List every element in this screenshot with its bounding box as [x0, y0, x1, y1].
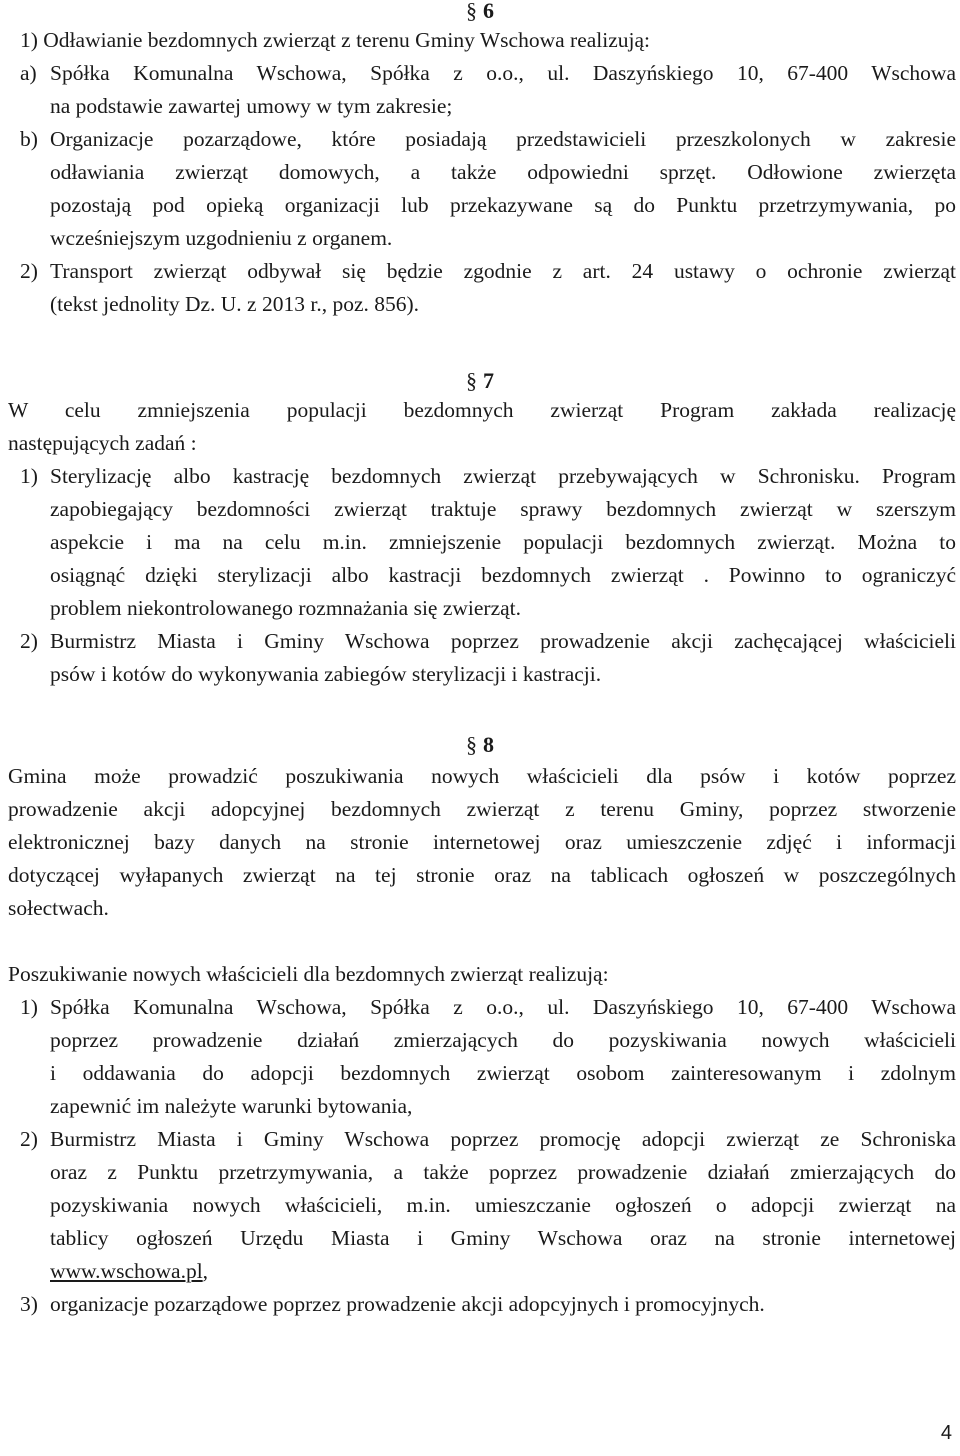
text-line: (tekst jednolity Dz. U. z 2013 r., poz. 856).	[50, 292, 420, 316]
text-line: Spółka Komunalna Wschowa, Spółka z o.o., ul. Daszyńskiego 10, 67-400 Wschowa	[50, 61, 956, 85]
item-label: 2)	[20, 629, 38, 653]
text-line: oraz z Punktu przetrzymywania, a także poprzez prowadzenie działań zmierzających do	[50, 1160, 956, 1184]
section-symbol: §	[466, 732, 477, 757]
section-6-item-2	[8, 255, 956, 321]
text-line: aspekcie i ma na celu m.in. zmniejszenie populacji bezdomnych zwierząt. Można to	[50, 530, 956, 554]
text-line: pozostają pod opieką organizacji lub przekazywane są do Punktu przetrzymywania, po	[50, 193, 956, 217]
text-line: problem niekontrolowanego rozmnażania się zwierząt.	[50, 596, 522, 620]
section-7-heading	[0, 364, 960, 397]
page-number: 4	[940, 1422, 952, 1444]
text-line: osiągnąć dzięki sterylizacji albo kastracji bezdomnych zwierząt . Powinno to ograniczyć	[50, 563, 956, 587]
text-line: poprzez prowadzenie działań zmierzających do pozyskiwania nowych właścicieli	[50, 1028, 956, 1052]
item-label: 3)	[20, 1292, 38, 1316]
text-line: i oddawania do adopcji bezdomnych zwierząt osobom zainteresowanym i zdolnym	[50, 1061, 956, 1085]
text-line: zapobiegający bezdomności zwierząt traktuje sprawy bezdomnych zwierząt w szerszym	[50, 497, 956, 521]
text-line: psów i kotów do wykonywania zabiegów sterylizacji i kastracji.	[50, 662, 602, 686]
text-line: Gmina może prowadzić poszukiwania nowych właścicieli dla psów i kotów poprzez	[8, 764, 956, 788]
item-label: 1)	[20, 464, 38, 488]
section-number: 7	[483, 368, 494, 393]
section-7-item-2	[8, 625, 956, 691]
text-line: elektronicznej bazy danych na stronie internetowej oraz umieszczenie zdjęć i informacji	[8, 830, 956, 854]
section-6-item-1: 1) Odławianie bezdomnych zwierząt z terenu Gminy Wschowa realizują:	[20, 28, 651, 52]
text-line: wcześniejszym uzgodnieniu z organem.	[50, 226, 393, 250]
website-link[interactable]: www.wschowa.pl	[50, 1259, 203, 1283]
text-line: dotyczącej wyłapanych zwierząt na tej stronie oraz na tablicach ogłoszeń w poszczególnych	[8, 863, 956, 887]
link-line	[50, 1255, 956, 1288]
section-7-body	[8, 394, 956, 691]
item-label: a)	[20, 61, 37, 85]
item-label: 2)	[20, 259, 38, 283]
text-line: Burmistrz Miasta i Gminy Wschowa poprzez promocję adopcji zwierząt ze Schroniska	[50, 1127, 956, 1151]
item-label: 1)	[20, 995, 38, 1019]
section-8-heading	[0, 728, 960, 761]
text-line: organizacje pozarządowe poprzez prowadzenie akcji adopcyjnych i promocyjnych.	[50, 1292, 765, 1316]
text-line: Burmistrz Miasta i Gminy Wschowa poprzez prowadzenie akcji zachęcającej właścicieli	[50, 629, 956, 653]
section-symbol: §	[466, 368, 477, 393]
text-line: zapewnić im należyte warunki bytowania,	[50, 1094, 413, 1118]
section-symbol: §	[466, 0, 477, 23]
section-6-item-a	[8, 57, 956, 123]
section-8-item-1	[8, 991, 956, 1123]
section-8-item-2	[8, 1123, 956, 1288]
text-line: prowadzenie akcji adopcyjnej bezdomnych zwierząt z terenu Gminy, poprzez stworzenie	[8, 797, 956, 821]
text-line: W celu zmniejszenia populacji bezdomnych zwierząt Program zakłada realizację	[8, 398, 956, 422]
section-6-heading	[0, 0, 960, 27]
list-intro: Poszukiwanie nowych właścicieli dla bezdomnych zwierząt realizują:	[8, 962, 609, 986]
text-line: odławiania zwierząt domowych, a także odpowiedni sprzęt. Odłowione zwierzęta	[50, 160, 956, 184]
text-line: Transport zwierząt odbywał się będzie zgodnie z art. 24 ustawy o ochronie zwierząt	[50, 259, 956, 283]
text-line: Organizacje pozarządowe, które posiadają przedstawicieli przeszkolonych w zakresie	[50, 127, 956, 151]
link-suffix: ,	[202, 1259, 209, 1283]
text-line: Sterylizację albo kastrację bezdomnych zwierząt przebywających w Schronisku. Program	[50, 464, 956, 488]
section-8-list	[8, 958, 956, 1321]
text-line: pozyskiwania nowych właścicieli, m.in. umieszczanie ogłoszeń o adopcji zwierząt na	[50, 1193, 956, 1217]
text-line: na podstawie zawartej umowy w tym zakresie;	[50, 94, 453, 118]
section-6-item-b	[8, 123, 956, 255]
text-line: Spółka Komunalna Wschowa, Spółka z o.o., ul. Daszyńskiego 10, 67-400 Wschowa	[50, 995, 956, 1019]
section-8-item-3	[8, 1288, 956, 1321]
section-number: 6	[483, 0, 494, 23]
item-label: b)	[20, 127, 38, 151]
text-line: sołectwach.	[8, 896, 109, 920]
section-7-item-1	[8, 460, 956, 625]
item-label: 2)	[20, 1127, 38, 1151]
text-line: tablicy ogłoszeń Urzędu Miasta i Gminy Wschowa oraz na stronie internetowej	[50, 1226, 956, 1250]
section-6-body	[8, 24, 956, 321]
text-line: następujących zadań :	[8, 431, 197, 455]
section-number: 8	[483, 732, 494, 757]
section-8-body	[8, 760, 956, 925]
